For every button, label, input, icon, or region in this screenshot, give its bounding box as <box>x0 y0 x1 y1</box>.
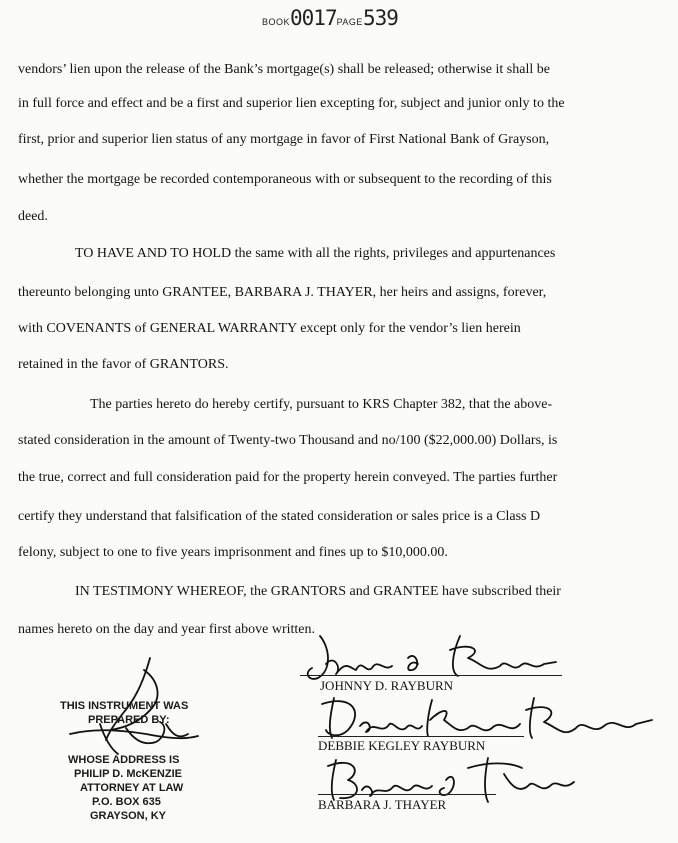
body-line: deed. <box>18 209 48 224</box>
stamp-line: THIS INSTRUMENT WAS <box>60 700 189 712</box>
page-number: 539 <box>362 6 398 30</box>
body-line: retained in the favor of GRANTORS. <box>18 357 229 372</box>
signature-line <box>318 736 524 737</box>
body-line: first, prior and superior lien status of any mortgage in favor of First National Bank of Grayson, <box>18 132 550 147</box>
body-line: TO HAVE AND TO HOLD the same with all the rights, privileges and appurtenances <box>75 246 556 261</box>
stamp-line: ATTORNEY AT LAW <box>80 782 184 794</box>
body-line: whether the mortgage be recorded contemporaneous with or subsequent to the recording of this <box>18 172 552 187</box>
page-label: PAGE <box>336 17 363 27</box>
body-line: names hereto on the day and year first above written. <box>18 622 316 637</box>
body-line: felony, subject to one to five years imprisonment and fines up to $10,000.00. <box>18 545 448 560</box>
body-line: vendors’ lien upon the release of the Bank’s mortgage(s) shall be released; otherwise it shall be <box>18 62 550 77</box>
body-line: the true, correct and full consideration paid for the property herein conveyed. The parties further <box>18 470 558 485</box>
signature-line <box>300 675 562 676</box>
body-line: The parties hereto do hereby certify, pursuant to KRS Chapter 382, that the above- <box>90 397 553 412</box>
stamp-line: GRAYSON, KY <box>90 810 167 822</box>
body-line: stated consideration in the amount of Twenty-two Thousand and no/100 ($22,000.00) Dollars, is <box>18 433 558 448</box>
stamp-line: PREPARED BY: <box>88 714 170 726</box>
book-number: 0017 <box>290 6 337 30</box>
signatory-name: JOHNNY D. RAYBURN <box>320 678 454 693</box>
body-line: in full force and effect and be a first and superior lien excepting for, subject and junior only to the <box>18 96 565 111</box>
stamp-line: PHILIP D. McKENZIE <box>74 768 182 780</box>
body-line: IN TESTIMONY WHEREOF, the GRANTORS and GRANTEE have subscribed their <box>75 584 561 599</box>
signature-line <box>318 794 496 795</box>
book-page-stamp <box>262 6 398 30</box>
body-line: with COVENANTS of GENERAL WARRANTY except only for the vendor’s lien herein <box>18 321 521 336</box>
book-label: BOOK <box>262 17 291 27</box>
body-line: thereunto belonging unto GRANTEE, BARBARA J. THAYER, her heirs and assigns, forever, <box>18 285 547 300</box>
signatory-name: BARBARA J. THAYER <box>318 797 447 812</box>
stamp-line: WHOSE ADDRESS IS <box>68 754 180 766</box>
signatory-name: DEBBIE KEGLEY RAYBURN <box>318 738 486 753</box>
body-line: certify they understand that falsification of the stated consideration or sales price is a Class D <box>18 509 541 524</box>
stamp-line: P.O. BOX 635 <box>92 796 161 808</box>
